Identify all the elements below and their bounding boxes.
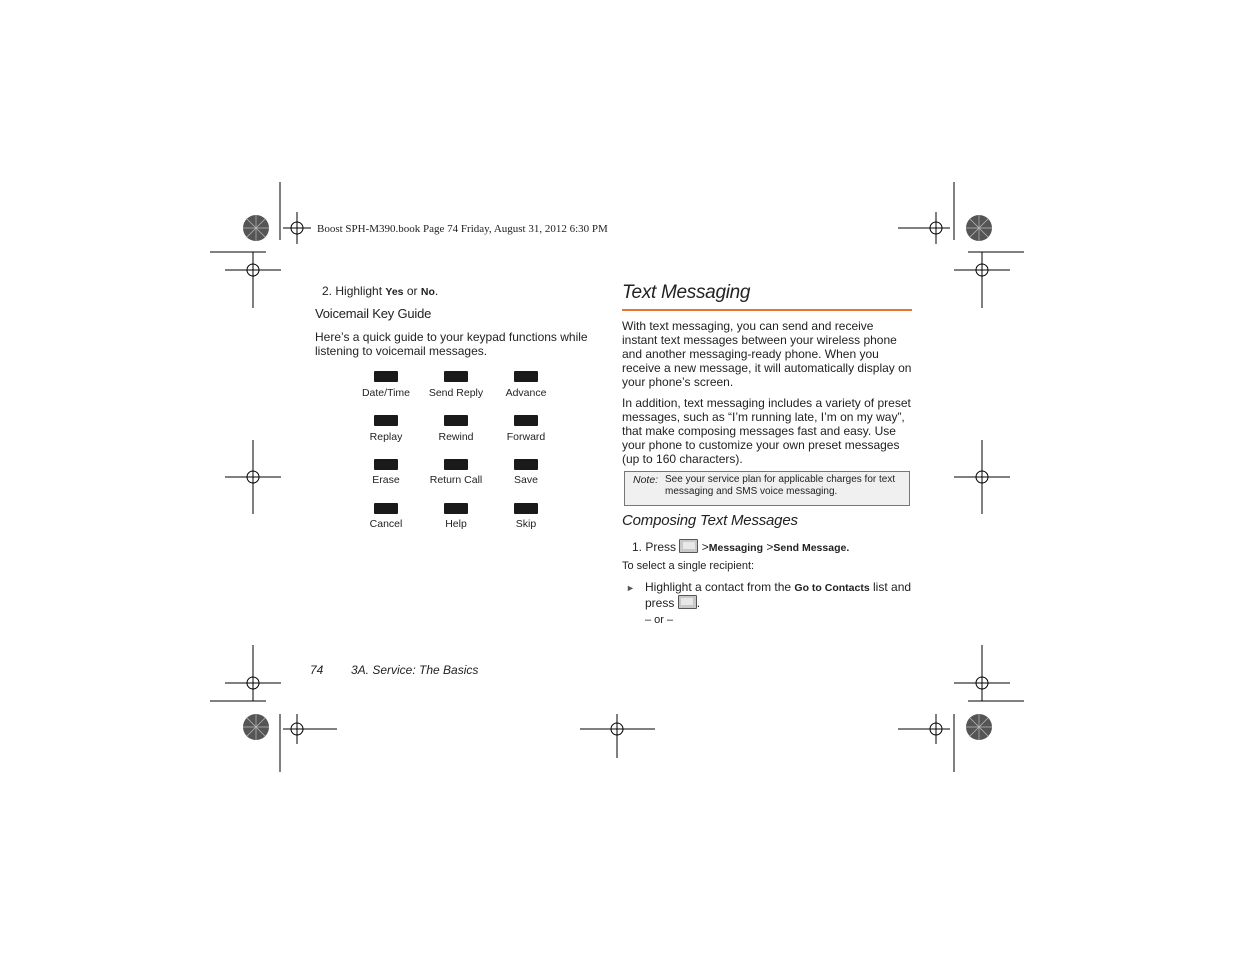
ok-key-icon [678, 595, 697, 609]
menu-key-icon [679, 539, 698, 553]
key-1-icon [374, 371, 398, 382]
registration-target-6 [954, 440, 1010, 514]
step-number: 2. [322, 284, 333, 298]
period: . [434, 284, 439, 298]
key-3 [514, 371, 538, 382]
registration-target-5 [225, 440, 281, 514]
key-label: Save [514, 474, 538, 486]
intro-paragraph: With text messaging, you can send and receive instant text messages between your wireless phone and another messaging-ready phone. When you receive a new message, it will automatically display on your phone’s screen. [622, 319, 912, 389]
key-label: Send Reply [428, 387, 484, 399]
print-header: Boost SPH-M390.book Page 74 Friday, August 31, 2012 6:30 PM [317, 223, 608, 235]
no-option: No [420, 286, 435, 298]
send-message-option: Send Message. [773, 542, 850, 554]
voicemail-heading: Voicemail Key Guide [315, 306, 432, 321]
page-number: 74 [310, 663, 324, 677]
press-word: Press [645, 540, 677, 554]
key-5 [444, 415, 468, 426]
registration-target-8 [954, 645, 1010, 701]
step-number: 1. [632, 540, 643, 554]
bullet-text-b: list and [873, 580, 912, 594]
registration-target-10 [580, 714, 655, 758]
or-separator: – or – [645, 614, 674, 626]
registration-target-1 [283, 212, 311, 244]
key-2-icon [444, 371, 468, 382]
key-5-icon [444, 415, 468, 426]
key-label: Rewind [438, 431, 474, 443]
key-label: Cancel [369, 518, 403, 530]
registration-target-9 [283, 714, 337, 744]
registration-target-4 [954, 252, 1010, 308]
messaging-menu: Messaging [708, 542, 764, 554]
key-label: Advance [505, 387, 547, 399]
note-label: Note: [633, 474, 659, 486]
period: . [696, 596, 701, 610]
separator: > [766, 540, 774, 554]
step-text: Highlight [335, 284, 383, 298]
key-4-icon [374, 415, 398, 426]
key-4 [374, 415, 398, 426]
yes-option: Yes [385, 286, 404, 298]
bullet-arrow-icon: ► [626, 583, 635, 593]
preset-paragraph: In addition, text messaging includes a variety of preset messages, such as “I’m running late, I’m on my way”, that make composing messages fast and easy. Use your phone to customize your own preset messages (up to 160 characters). [622, 396, 911, 466]
key-label: Forward [506, 431, 546, 443]
key-9 [514, 459, 538, 470]
key-label: Replay [369, 431, 403, 443]
key-0-icon [444, 503, 468, 514]
key-6 [514, 415, 538, 426]
registration-target-7 [225, 645, 281, 701]
key-pound [514, 503, 538, 514]
key-2 [444, 371, 468, 382]
composing-heading: Composing Text Messages [622, 512, 798, 529]
footer-section: 3A. Service: The Basics [351, 663, 479, 677]
key-7-icon [374, 459, 398, 470]
key-label: Skip [515, 518, 537, 530]
title-rule [622, 309, 912, 311]
key-8-icon [444, 459, 468, 470]
press-word: press [645, 596, 675, 610]
go-to-contacts: Go to Contacts [794, 582, 870, 594]
key-3-icon [514, 371, 538, 382]
key-label: Erase [372, 474, 400, 486]
key-pound-icon [514, 503, 538, 514]
bullet-highlight-contact [645, 580, 915, 610]
key-label: Return Call [429, 474, 483, 486]
voicemail-intro: Here’s a quick guide to your keypad functions while listening to voicemail messages. [315, 330, 588, 358]
or-word: or [406, 284, 418, 298]
key-7 [374, 459, 398, 470]
key-8 [444, 459, 468, 470]
star-target-bottom-right [966, 714, 992, 740]
star-target-top-left [243, 215, 269, 241]
step-2 [322, 284, 438, 299]
keypad-guide [340, 371, 570, 536]
key-9-icon [514, 459, 538, 470]
registration-target-3 [225, 252, 281, 308]
key-star [374, 503, 398, 514]
note-text: See your service plan for applicable charges for text messaging and SMS voice messaging. [665, 474, 896, 497]
bullet-text-a: Highlight a contact from the [645, 580, 792, 594]
key-star-icon [374, 503, 398, 514]
separator: > [701, 540, 709, 554]
registration-target-2 [898, 212, 950, 244]
compose-step-1 [632, 539, 849, 555]
key-6-icon [514, 415, 538, 426]
key-label: Date/Time [361, 387, 411, 399]
star-target-top-right [966, 215, 992, 241]
single-recipient-label: To select a single recipient: [622, 560, 755, 572]
note-box [624, 471, 910, 506]
key-label: Help [445, 518, 467, 530]
key-1 [374, 371, 398, 382]
star-target-bottom-left [243, 714, 269, 740]
key-0 [444, 503, 468, 514]
registration-target-11 [898, 714, 950, 744]
section-title: Text Messaging [622, 282, 751, 303]
